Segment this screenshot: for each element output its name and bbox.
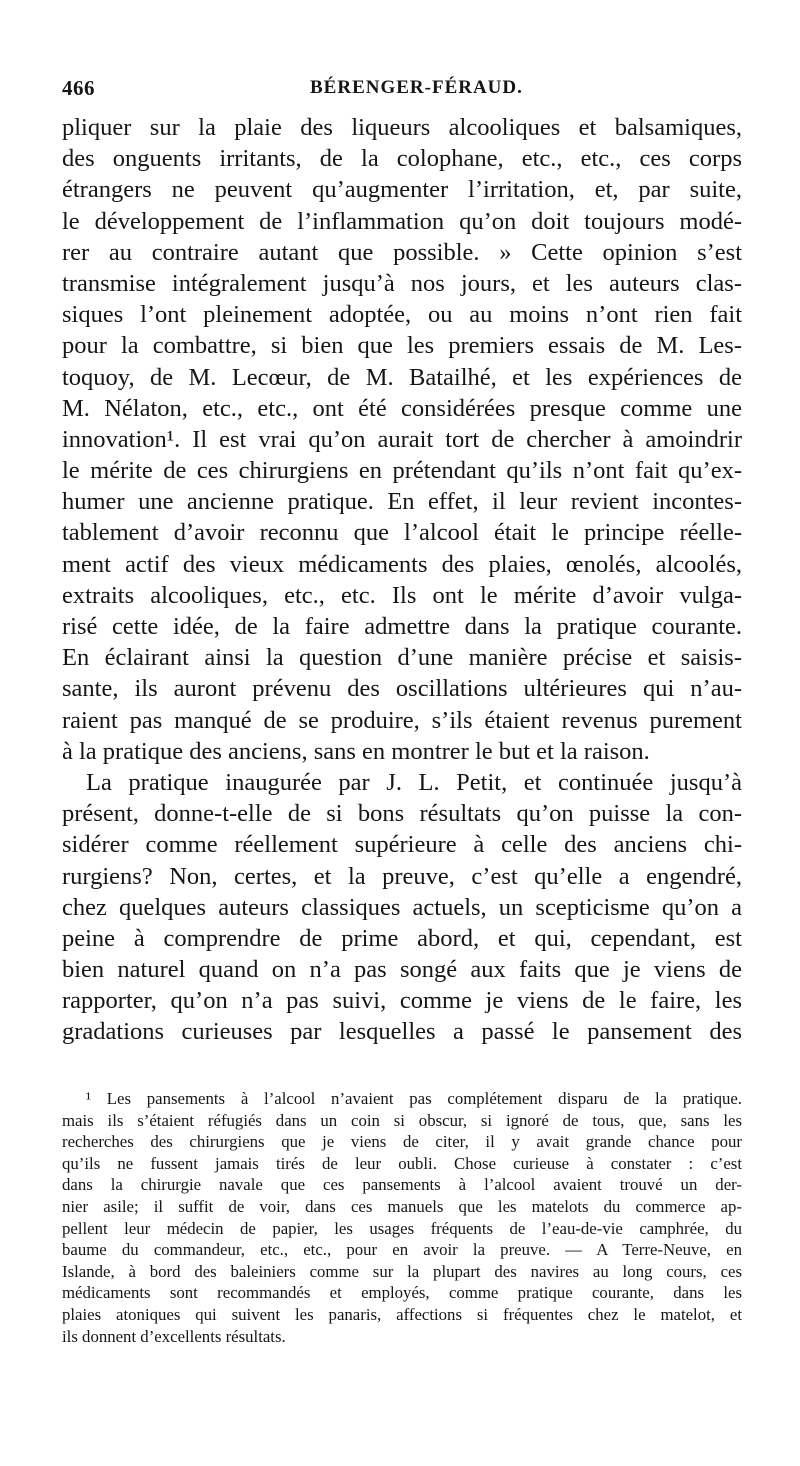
text-line: le développement de l’inflammation qu’on doit toujours modé- xyxy=(62,207,742,235)
page-number: 466 xyxy=(62,76,95,100)
text-line: M. Nélaton, etc., etc., ont été considérées presque comme une xyxy=(62,394,742,422)
text-line: rapporter, qu’on n’a pas suivi, comme je viens de le faire, les xyxy=(62,987,742,1015)
footnote-line: Islande, à bord des baleiniers comme sur la plupart des navires au long cours, ces xyxy=(62,1261,742,1281)
text-line: toquoy, de M. Lecœur, de M. Batailhé, et les expériences de xyxy=(62,363,742,391)
text-line: chez quelques auteurs classiques actuels, un scepticisme qu’on a xyxy=(62,893,742,921)
text-line: rer au contraire autant que possible. » Cette opinion s’est xyxy=(62,238,742,266)
running-head xyxy=(62,76,742,106)
text-line: innovation¹. Il est vrai qu’on aurait tort de chercher à amoindrir xyxy=(62,425,742,453)
text-line: siques l’ont pleinement adoptée, ou au moins n’ont rien fait xyxy=(62,301,742,329)
footnote xyxy=(62,1088,742,1347)
text-line: peine à comprendre de prime abord, et qui, cependant, est xyxy=(62,924,742,952)
footnote-line: recherches des chirurgiens que je viens de citer, il y avait grande chance pour xyxy=(62,1132,742,1152)
text-line: transmise intégralement jusqu’à nos jours, et les auteurs clas- xyxy=(62,269,742,297)
footnote-line: plaies atoniques qui suivent les panaris, affections si fréquentes chez le matelot, et xyxy=(62,1304,742,1324)
text-line: sidérer comme réellement supérieure à celle des anciens chi- xyxy=(62,831,742,859)
footnote-line: baume du commandeur, etc., etc., pour en avoir la preuve. — A Terre-Neuve, en xyxy=(62,1240,742,1260)
text-line: étrangers ne peuvent qu’augmenter l’irritation, et, par suite, xyxy=(62,176,742,204)
footnote-line: pellent leur médecin de papier, les usages fréquents de l’eau-de-vie camphrée, du xyxy=(62,1218,742,1238)
running-title: BÉRENGER-FÉRAUD. xyxy=(310,77,523,98)
paragraph-end-line: à la pratique des anciens, sans en montrer le but et la raison. xyxy=(62,737,650,765)
text-line: sante, ils auront prévenu des oscillations ultérieures qui n’au- xyxy=(62,675,742,703)
footnote-line: ils donnent d’excellents résultats. xyxy=(62,1326,286,1346)
footnote-line: médicaments sont recommandés et employés, comme pratique courante, dans les xyxy=(62,1283,742,1303)
text-line: extraits alcooliques, etc., etc. Ils ont le mérite d’avoir vulga- xyxy=(62,581,742,609)
footnote-line: mais ils s’étaient réfugiés dans un coin si obscur, si ignoré de tous, que, sans les xyxy=(62,1110,742,1130)
text-line: gradations curieuses par lesquelles a passé le pansement des xyxy=(62,1018,742,1046)
footnote-line: qu’ils ne fussent jamais tirés de leur oubli. Chose curieuse à constater : c’est xyxy=(62,1153,742,1173)
text-line: des onguents irritants, de la colophane, etc., etc., ces corps xyxy=(62,145,742,173)
text-line: présent, donne-t-elle de si bons résultats qu’on puisse la con- xyxy=(62,800,742,828)
footnote-line: nier asile; il suffit de voir, dans ces manuels que les matelots du commerce ap- xyxy=(62,1196,742,1216)
footnote-line: dans la chirurgie navale que ces pansements à l’alcool avaient trouvé un der- xyxy=(62,1175,742,1195)
text-line: bien naturel quand on n’a pas songé aux faits que je viens de xyxy=(62,956,742,984)
text-line: ment actif des vieux médicaments des plaies, œnolés, alcoolés, xyxy=(62,550,742,578)
text-line: rurgiens? Non, certes, et la preuve, c’est qu’elle a engendré, xyxy=(62,862,742,890)
text-line: En éclairant ainsi la question d’une manière précise et saisis- xyxy=(62,644,742,672)
paragraph-start-line: La pratique inaugurée par J. L. Petit, et continuée jusqu’à xyxy=(86,768,742,796)
text-line: raient pas manqué de se produire, s’ils étaient revenus purement xyxy=(62,706,742,734)
main-text xyxy=(62,112,742,1048)
text-line: pliquer sur la plaie des liqueurs alcooliques et balsamiques, xyxy=(62,114,742,141)
text-line: humer une ancienne pratique. En effet, il leur revient incontes- xyxy=(62,488,742,516)
text-line: risé cette idée, de la faire admettre dans la pratique courante. xyxy=(62,613,742,640)
footnote-line: ¹ Les pansements à l’alcool n’avaient pas complétement disparu de la pratique. xyxy=(86,1089,742,1108)
text-line: le mérite de ces chirurgiens en prétendant qu’ils n’ont fait qu’ex- xyxy=(62,457,742,485)
text-line: tablement d’avoir reconnu que l’alcool était le principe réelle- xyxy=(62,519,742,547)
text-line: pour la combattre, si bien que les premiers essais de M. Les- xyxy=(62,332,742,360)
